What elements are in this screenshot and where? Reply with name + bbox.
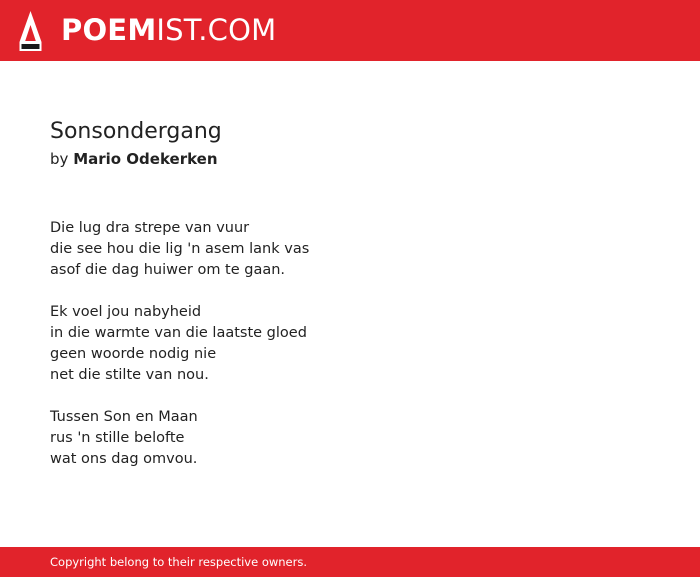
poem-line: die see hou die lig 'n asem lank vas — [50, 241, 310, 257]
logo-text-light: IST.COM — [156, 13, 277, 47]
poem-body — [50, 218, 650, 470]
poem-line: wat ons dag omvou. — [50, 451, 198, 467]
poem-line: Tussen Son en Maan — [50, 409, 198, 425]
site-footer — [0, 547, 700, 577]
poem-line: in die warmte van die laatste gloed — [50, 325, 307, 341]
poem-line: net die stilte van nou. — [50, 367, 209, 383]
poem-title: Sonsondergang — [50, 119, 222, 144]
author-link[interactable]: Mario Odekerken — [73, 150, 218, 168]
stanza-3 — [50, 407, 650, 470]
poem-line: geen woorde nodig nie — [50, 346, 217, 362]
poem-byline — [50, 146, 650, 172]
poem-content — [50, 118, 650, 491]
logo-text-bold: POEM — [61, 13, 157, 47]
site-header — [0, 0, 700, 61]
poem-line: Ek voel jou nabyheid — [50, 304, 202, 320]
stanza-2 — [50, 302, 650, 386]
poem-line: asof die dag huiwer om te gaan. — [50, 262, 286, 278]
copyright-text: Copyright belong to their respective owners. — [50, 555, 308, 569]
poem-line: rus 'n stille belofte — [50, 430, 185, 446]
stanza-1 — [50, 218, 650, 281]
pencil-tip-icon — [18, 10, 43, 52]
site-logo-text — [61, 13, 276, 47]
byline-by-label: by — [50, 150, 69, 168]
poem-line: Die lug dra strepe van vuur — [50, 220, 250, 236]
